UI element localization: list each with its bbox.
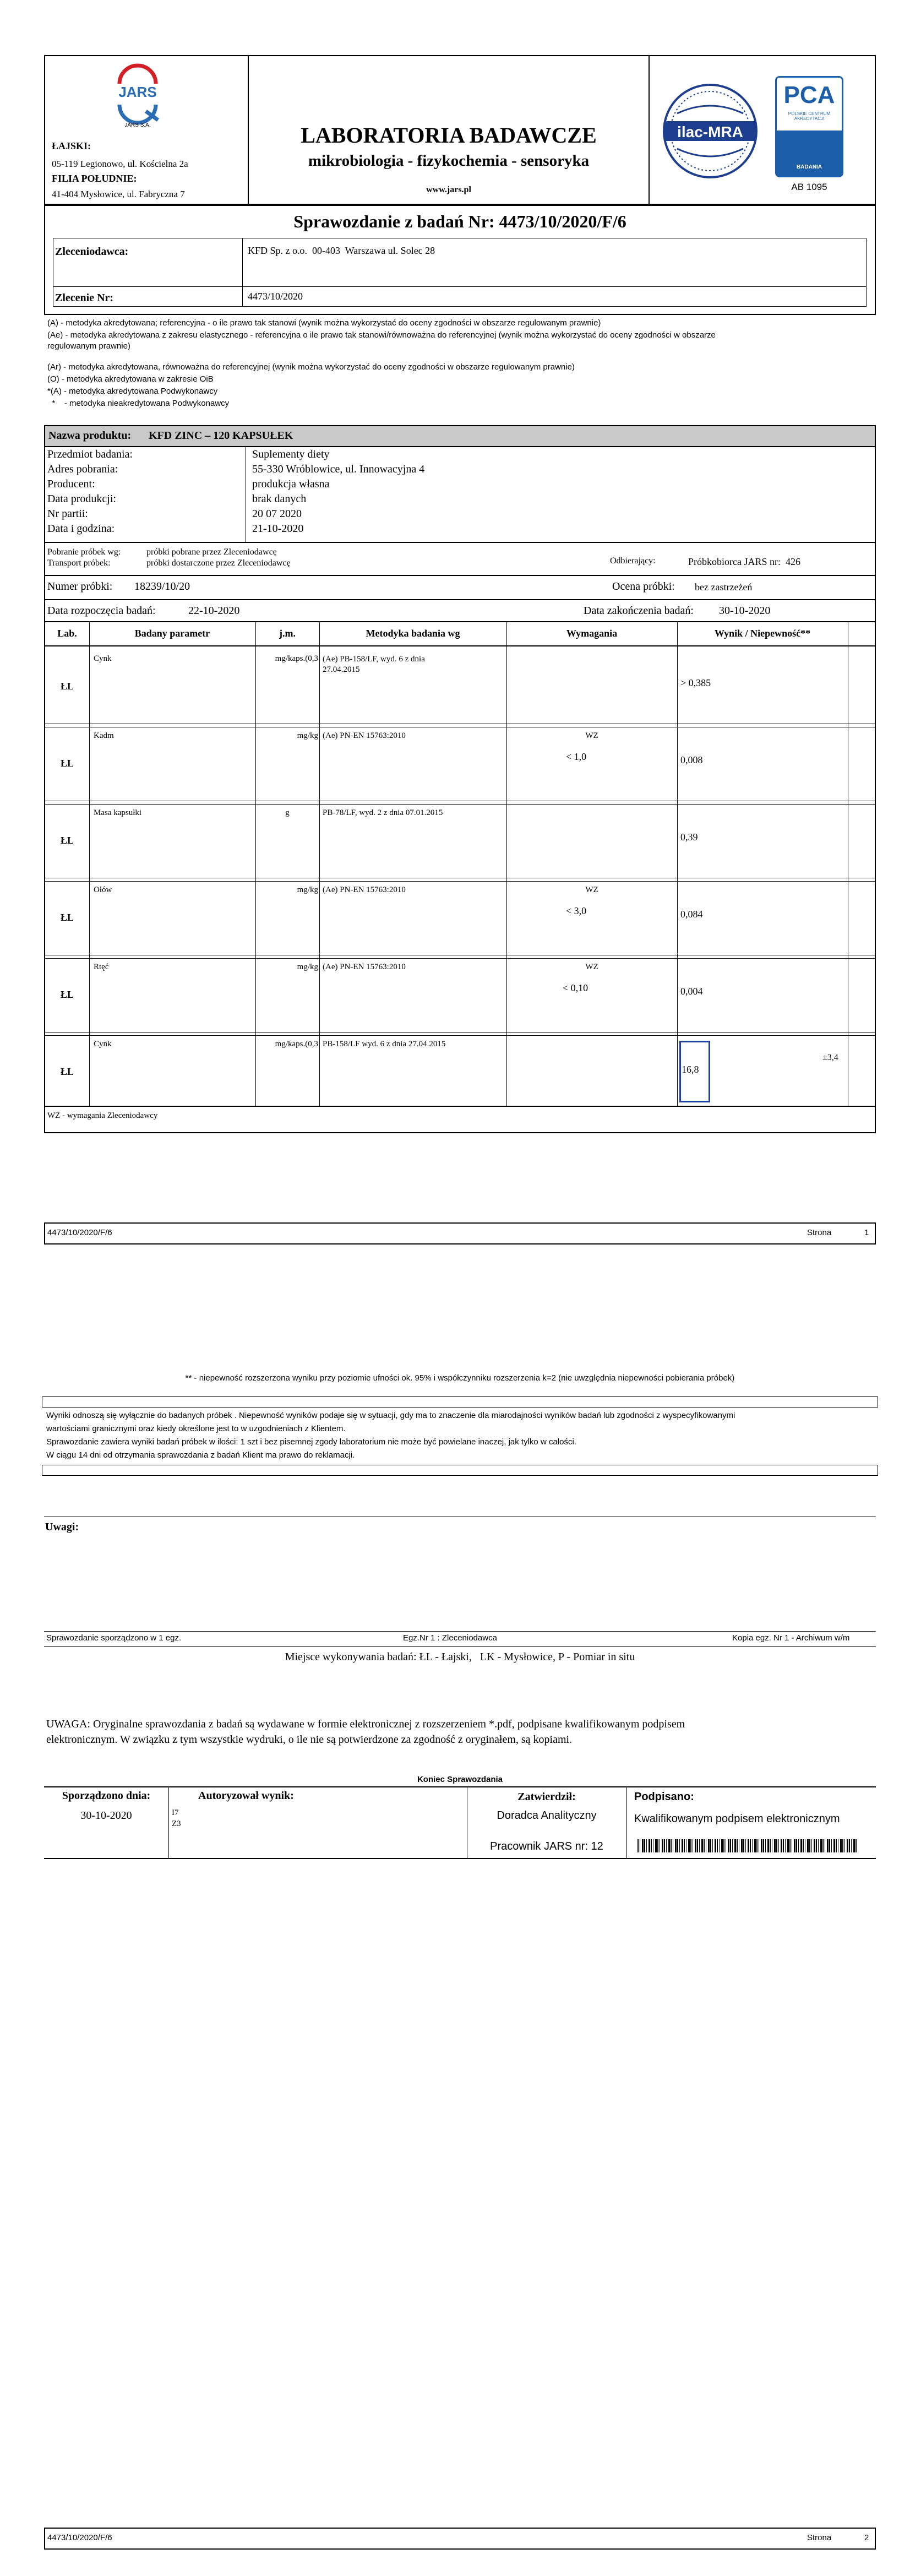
ocena-value: bez zastrzeżeń: [695, 581, 753, 593]
product-name-label: Nazwa produktu:: [48, 430, 132, 442]
page1-footer: [44, 1222, 876, 1244]
row1-param: Kadm: [94, 731, 114, 740]
legend-line-6: * - metodyka nieakredytowana Podwykonawcy: [47, 399, 230, 408]
uwagi-label: Uwagi:: [45, 1521, 79, 1533]
lab-subtitle: mikrobiologia - fizykochemia - sensoryka: [308, 152, 590, 170]
row1-method: (Ae) PN-EN 15763:2010: [323, 731, 406, 740]
row1-unit: mg/kg: [297, 731, 318, 740]
zlecenie-value: 4473/10/2020: [248, 291, 303, 302]
header-result: Wynik / Niepewność**: [714, 628, 811, 639]
row0-result: > 0,385: [680, 677, 711, 688]
row3-req-top: WZ: [585, 885, 598, 894]
miejsce: Miejsce wykonywania badań: ŁL - Łajski, LK - Mysłowice, P - Pomiar in situ: [285, 1651, 635, 1663]
legend-line-2: regulowanym prawnie): [47, 341, 130, 351]
disclaimer-line-0: Wyniki odnoszą się wyłącznie do badanych próbek . Niepewność wyników podaje się w sytuacji, gdy ma to znaczenie dla miarodajności wyników badań lub zgodności z wyspecyfikowanymi: [46, 1411, 735, 1420]
row2-lab: ŁL: [60, 835, 74, 846]
filia-address: 41-404 Mysłowice, ul. Fabryczna 7: [52, 189, 185, 199]
header-unit: j.m.: [279, 628, 296, 639]
zatwierdzil-label: Zatwierdził:: [517, 1791, 576, 1803]
row1-lab: ŁL: [60, 758, 74, 769]
page1-footer-strona: Strona: [807, 1228, 832, 1237]
row3-lab: ŁL: [60, 912, 74, 923]
row3-result: 0,084: [680, 909, 703, 920]
ab-number: AB 1095: [791, 182, 827, 192]
copy-mid: Egz.Nr 1 : Zleceniodawca: [403, 1633, 497, 1643]
numer-value: 18239/10/20: [134, 580, 190, 593]
page2-footer-strona: Strona: [807, 2533, 832, 2542]
header-req: Wymagania: [566, 628, 618, 639]
legend-line-3: (Ar) - metodyka akredytowana, równoważna do referencyjnej (wynik można wykorzystać do oceny zgodności w obszarze regulowanym prawnie): [47, 362, 575, 372]
row2-method: PB-78/LF, wyd. 2 z dnia 07.01.2015: [323, 808, 443, 817]
disclaimer-line-1: wartościami granicznymi oraz kiedy określone jest to w uzgodnieniach z Klientem.: [46, 1424, 346, 1433]
row4-method: (Ae) PN-EN 15763:2010: [323, 963, 406, 971]
sporzadzono-value: 30-10-2020: [80, 1809, 132, 1822]
row5-method: PB-158/LF wyd. 6 z dnia 27.04.2015: [323, 1040, 446, 1048]
field-value-2: produkcja własna: [252, 478, 330, 490]
row3-method: (Ae) PN-EN 15763:2010: [323, 885, 406, 894]
row5-unit: mg/kaps.(0,3: [275, 1040, 318, 1048]
results-table: [44, 621, 876, 1107]
filia-label: FILIA POŁUDNIE:: [52, 173, 137, 184]
header-method: Metodyka badania wg: [366, 628, 460, 639]
uwaga-line-1: elektronicznym. W związku z tym wszystkie wydruki, o ile nie są potwierdzone za zgodność z oryginałem, są kopiami.: [46, 1733, 573, 1746]
lajski-address: 05-119 Legionowo, ul. Kościelna 2a: [52, 159, 188, 169]
field-value-0: Suplementy diety: [252, 448, 330, 460]
table-footnote: WZ - wymagania Zleceniodawcy: [47, 1111, 158, 1120]
disclaimer-bottom-bar: [42, 1465, 878, 1476]
jars-logo-sub: JARS S.A.: [124, 122, 151, 128]
table-footnote-box: [44, 1106, 876, 1133]
disclaimer-top-bar: [42, 1396, 878, 1407]
row5-param: Cynk: [94, 1040, 112, 1048]
row4-req: < 0,10: [563, 982, 588, 993]
row5-result: 16,8: [682, 1064, 699, 1075]
sporzadzono-label: Sporządzono dnia:: [62, 1790, 151, 1802]
start-label: Data rozpoczęcia badań:: [47, 605, 156, 617]
row1-req: < 1,0: [566, 751, 587, 762]
lajski-label: ŁAJSKI:: [52, 140, 91, 151]
zlecenie-label: Zlecenie Nr:: [55, 292, 114, 304]
autoryzowal-code-0: I7: [172, 1808, 179, 1817]
ilac-mra-text: ilac-MRA: [677, 123, 743, 140]
zatwierdzil-role: Doradca Analityczny: [497, 1809, 597, 1822]
page2-footer-number: 4473/10/2020/F/6: [47, 2533, 112, 2542]
start-value: 22-10-2020: [188, 605, 240, 617]
field-value-1: 55-330 Wróblowice, ul. Innowacyjna 4: [252, 463, 425, 475]
copy-right: Kopia egz. Nr 1 - Archiwum w/m: [732, 1633, 850, 1643]
page1-footer-number: 4473/10/2020/F/6: [47, 1228, 112, 1237]
page1-footer-page: 1: [864, 1228, 869, 1237]
row5-uncertainty: ±3,4: [822, 1053, 838, 1062]
row5-lab: ŁL: [60, 1066, 74, 1077]
disclaimer-line-2: Sprawozdanie zawiera wyniki badań próbek w ilości: 1 szt i bez pisemnej zgody laboratorium nie może być powielane inaczej, jak tylko w całości.: [46, 1437, 576, 1447]
report-title: Sprawozdanie z badań Nr: 4473/10/2020/F/6: [293, 211, 626, 231]
row4-unit: mg/kg: [297, 963, 318, 971]
row3-req: < 3,0: [566, 905, 587, 916]
row4-result: 0,004: [680, 986, 703, 997]
product-name-value: KFD ZINC – 120 KAPSUŁEK: [149, 430, 293, 442]
end-value: 30-10-2020: [719, 605, 771, 617]
row2-param: Masa kapsułki: [94, 808, 142, 817]
end-label: Data zakończenia badań:: [584, 605, 694, 617]
header-param: Badany parametr: [134, 628, 210, 639]
row0-lab: ŁL: [60, 681, 74, 692]
field-value-5: 21-10-2020: [252, 523, 304, 535]
legend-line-1: (Ae) - metodyka akredytowana z zakresu elastycznego - referencyjna o ile prawo tak stanowi/równoważna do referencyjnej (wynik można wykorzystać do oceny zgodności w obszarze: [47, 330, 716, 340]
row0-method: (Ae) PB-158/LF, wyd. 6 z dnia 27.04.2015: [323, 655, 425, 674]
field-value-4: 20 07 2020: [252, 508, 302, 520]
legend-line-5: *(A) - metodyka akredytowana Podwykonawcy: [47, 387, 218, 396]
header-lab: Lab.: [57, 628, 77, 639]
lab-title: LABORATORIA BADAWCZE: [301, 123, 597, 148]
transport-value: próbki dostarczone przez Zleceniodawcę: [146, 558, 291, 568]
field-label-3: Data produkcji:: [47, 493, 116, 505]
transport-label: Transport próbek:: [47, 558, 111, 568]
row3-param: Ołów: [94, 885, 112, 894]
row2-result: 0,39: [680, 832, 698, 843]
ocena-label: Ocena próbki:: [612, 580, 675, 593]
field-label-4: Nr partii:: [47, 508, 88, 520]
pca-sub: POLSKIE CENTRUM AKREDYTACJI: [788, 111, 831, 121]
row4-lab: ŁL: [60, 989, 74, 1000]
autoryzowal-label: Autoryzował wynik:: [198, 1790, 294, 1802]
row4-param: Rtęć: [94, 963, 109, 971]
field-label-2: Producent:: [47, 478, 95, 490]
zatwierdzil-worker: Pracownik JARS nr: 12: [490, 1840, 603, 1852]
pobranie-value: próbki pobrane przez Zleceniodawcę: [146, 547, 277, 557]
field-label-5: Data i godzina:: [47, 523, 115, 535]
numer-label: Numer próbki:: [47, 580, 113, 593]
disclaimer-line-3: W ciągu 14 dni od otrzymania sprawozdania z badań Klient ma prawo do reklamacji.: [46, 1450, 355, 1460]
row3-unit: mg/kg: [297, 885, 318, 894]
row0-param: Cynk: [94, 654, 112, 663]
legend-line-4: (O) - metodyka akredytowana w zakresie OiB: [47, 374, 214, 384]
pca-text: PCA: [783, 81, 835, 108]
row4-req-top: WZ: [585, 963, 598, 971]
uwaga-line-0: UWAGA: Oryginalne sprawozdania z badań są wydawane w formie elektronicznej z rozszerzeniem *.pdf, podpisane kwalifikowanym podpisem: [46, 1718, 685, 1730]
odbierajacy-label: Odbierający:: [610, 556, 656, 566]
podpisano-value: Kwalifikowanym podpisem elektronicznym: [634, 1813, 840, 1825]
page2-footer: [44, 2528, 876, 2550]
pobranie-label: Pobranie próbek wg:: [47, 547, 121, 557]
zleceniodawca-label: Zleceniodawca:: [55, 246, 129, 258]
row1-result: 0,008: [680, 754, 703, 765]
odbierajacy-value: Próbkobiorca JARS nr: 426: [688, 556, 800, 567]
koniec-sprawozdania: Koniec Sprawozdania: [417, 1775, 503, 1784]
signature-barcode: [637, 1839, 858, 1852]
jars-logo-text: JARS: [118, 84, 157, 100]
autoryzowal-code-1: Z3: [172, 1819, 181, 1828]
podpisano-label: Podpisano:: [634, 1791, 694, 1803]
website: www.jars.pl: [426, 185, 471, 194]
row2-unit: g: [285, 808, 290, 817]
legend-line-0: (A) - metodyka akredytowana; referencyjna - o ile prawo tak stanowi (wynik można wykorzystać do oceny zgodności w obszarze regulowanym prawnie): [47, 318, 601, 328]
field-value-3: brak danych: [252, 493, 307, 505]
zleceniodawca-value: KFD Sp. z o.o. 00-403 Warszawa ul. Solec 28: [248, 245, 435, 256]
uncertainty-note: ** - niepewność rozszerzona wyniku przy poziomie ufności ok. 95% i współczynniku rozszerzenia k=2 (nie uwzględnia niepewności pobierania próbek): [185, 1373, 735, 1383]
pca-badania: BADANIA: [796, 164, 822, 170]
row0-unit: mg/kaps.(0,3: [275, 654, 318, 663]
copy-left: Sprawozdanie sporządzono w 1 egz.: [46, 1633, 182, 1643]
row1-req-top: WZ: [585, 731, 598, 740]
field-label-0: Przedmiot badania:: [47, 448, 133, 460]
page2-footer-page: 2: [864, 2533, 869, 2542]
field-label-1: Adres pobrania:: [47, 463, 118, 475]
